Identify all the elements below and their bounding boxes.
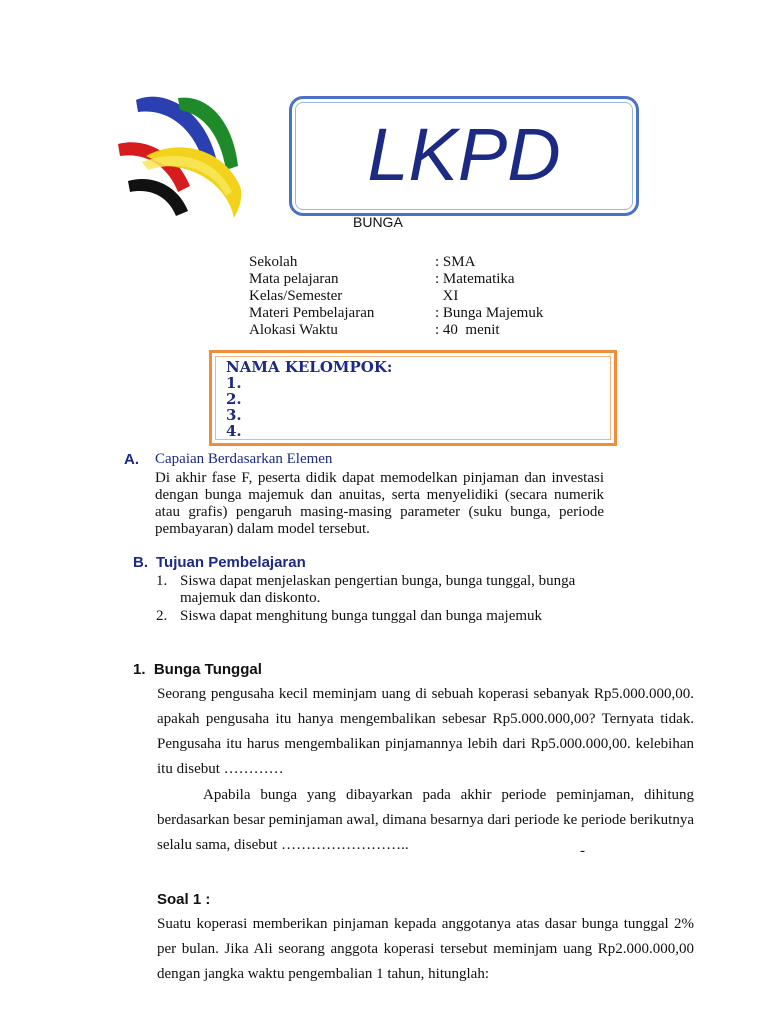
info-value-sekolah: : SMA bbox=[435, 254, 476, 270]
section-b-title: Tujuan Pembelajaran bbox=[156, 554, 306, 571]
bunga-tunggal-heading: 1. Bunga Tunggal bbox=[133, 661, 262, 678]
group-member-1: 1. bbox=[226, 374, 242, 392]
section-a-title: Capaian Berdasarkan Elemen bbox=[155, 451, 333, 467]
objective-2-line1: Siswa dapat menghitung bunga tunggal dan bunga majemuk bbox=[180, 608, 543, 624]
objective-1-number: 1. bbox=[156, 573, 168, 589]
section-a-body: Di akhir fase F, peserta didik dapat memodelkan pinjaman dan investasi dengan bunga majemuk dan anuitas, serta menyelidiki (secara numerik atau grafis) pengaruh masing-masing parameter (suku bunga, periode pembayaran) dalam model tersebut. bbox=[155, 470, 604, 537]
school-logo bbox=[108, 86, 258, 221]
info-label-kelas: Kelas/Semester bbox=[249, 288, 343, 304]
bunga-tunggal-para-2: Apabila bunga yang dibayarkan pada akhir periode peminjaman, dihitung berdasarkan besar peminjaman awal, dimana besarnya dari periode ke periode berikutnya selalu sama, disebut …………………….. bbox=[157, 787, 694, 853]
info-label-sekolah: Sekolah bbox=[249, 254, 298, 270]
group-names-list bbox=[226, 359, 392, 439]
info-value-materi: : Bunga Majemuk bbox=[435, 305, 544, 321]
soal-1-heading: Soal 1 : bbox=[157, 891, 211, 908]
info-label-mapel: Mata pelajaran bbox=[249, 271, 339, 287]
objective-2-number: 2. bbox=[156, 608, 168, 624]
objective-1-line2: majemuk dan diskonto. bbox=[180, 590, 321, 606]
info-value-alokasi: : 40 menit bbox=[435, 322, 500, 338]
soal-1-body: Suatu koperasi memberikan pinjaman kepada anggotanya atas dasar bunga tunggal 2% per bulan. Jika Ali seorang anggota koperasi tersebut meminjam uang Rp2.000.000,00 dengan jangka waktu pengembalian 1 tahun, hitunglah: bbox=[157, 916, 694, 982]
info-label-alokasi: Alokasi Waktu bbox=[249, 322, 338, 338]
section-b-letter: B. bbox=[133, 554, 148, 571]
page-subtitle: BUNGA bbox=[353, 214, 403, 230]
info-value-kelas: XI bbox=[435, 288, 459, 304]
stray-dash: - bbox=[580, 843, 585, 859]
section-a-letter: A. bbox=[124, 451, 139, 468]
group-member-4: 4. bbox=[226, 422, 242, 440]
group-member-3: 3. bbox=[226, 406, 242, 424]
bunga-tunggal-para-1: Seorang pengusaha kecil meminjam uang di sebuah koperasi sebanyak Rp5.000.000,00. apakah pengusaha itu hanya mengembalikan sebesar Rp5.000.000,00? Ternyata tidak. Pengusaha itu harus mengembalikan pinjamannya lebih dari Rp5.000.000,00. kelebihan itu disebut ………… bbox=[157, 686, 694, 777]
group-member-2: 2. bbox=[226, 390, 242, 408]
page-title: LKPD bbox=[367, 113, 561, 196]
group-names-heading: NAMA KELOMPOK: bbox=[226, 358, 393, 376]
info-label-materi: Materi Pembelajaran bbox=[249, 305, 375, 321]
info-value-mapel: : Matematika bbox=[435, 271, 515, 287]
objective-1-line1: Siswa dapat menjelaskan pengertian bunga, bunga tunggal, bunga bbox=[180, 573, 576, 589]
